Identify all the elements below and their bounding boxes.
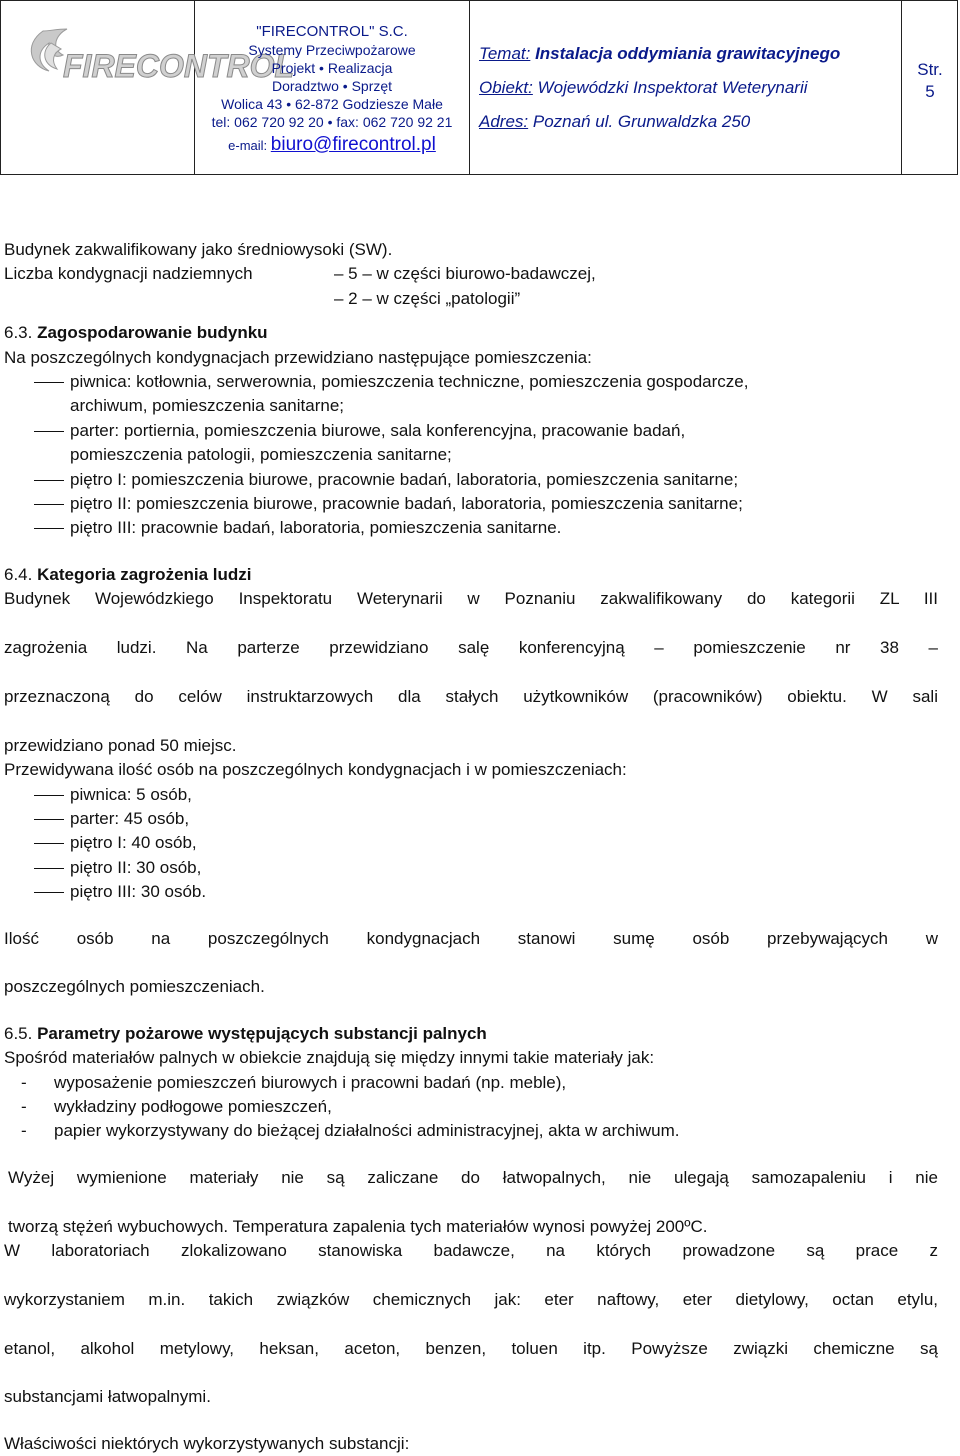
paragraph-line: Wyżej wymienione materiały nie są zaliczane do łatwopalnych, nie ulegają samozapaleniu i nie — [8, 1167, 938, 1187]
paragraph-line: Ilość osób na poszczególnych kondygnacjach stanowi sumę osób przebywających w — [4, 928, 938, 948]
list-item: - papier wykorzystywany do bieżącej działalności administracyjnej, akta w archiwum. — [4, 1119, 938, 1143]
dash-bullet — [34, 843, 64, 844]
paragraph-line: wykorzystaniem m.in. takich związków chemicznych jak: eter naftowy, eter dietylowy, octan etylu, — [4, 1289, 938, 1309]
company-line: tel: 062 720 92 20 • fax: 062 720 92 21 — [211, 114, 453, 130]
page-label: Str. — [917, 60, 943, 79]
page-number: 5 — [925, 82, 935, 101]
section-heading-6-3 — [4, 321, 938, 345]
dash-bullet — [34, 480, 64, 481]
list-item: parter: 45 osób, — [4, 807, 938, 831]
list-item: - wyposażenie pomieszczeń biurowych i pracowni badań (np. meble), — [4, 1071, 938, 1095]
paragraph-line: tworzą stężeń wybuchowych. Temperatura zapalenia tych materiałów wynosi powyżej 200ºC. — [8, 1216, 708, 1236]
topic-label: Temat: — [479, 44, 531, 63]
list-item: piętro III: 30 osób. — [4, 880, 938, 904]
page-number-box — [905, 59, 955, 103]
paragraph-line: substancjami łatwopalnymi. — [4, 1387, 211, 1407]
hyphen-bullet: - — [21, 1072, 27, 1092]
paragraph — [4, 1166, 938, 1239]
paragraph-line: poszczególnych pomieszczeniach. — [4, 977, 265, 997]
address-value: Poznań ul. Grunwaldzka 250 — [532, 112, 751, 131]
company-line: Doradztwo • Sprzęt — [271, 78, 393, 94]
list-item: piwnica: kotłownia, serwerownia, pomieszczenia techniczne, pomieszczenia gospodarcze, archiwum, pomieszczenia sanitarne; — [4, 370, 938, 419]
company-line: Projekt • Realizacja — [271, 60, 393, 76]
section-number: 6.3. — [4, 323, 33, 343]
object-label: Obiekt: — [479, 78, 533, 97]
header-divider — [901, 1, 902, 174]
object-value: Wojewódzki Inspektorat Weterynarii — [537, 78, 808, 97]
topic-value: Instalacja oddymiania grawitacyjnego — [535, 44, 841, 63]
paragraph-line: zagrożenia ludzi. Na parterze przewidziano salę konferencyjną – pomieszczenie nr 38 – — [4, 638, 938, 658]
company-info — [197, 23, 467, 155]
email-line — [197, 136, 467, 155]
paragraph: Właściwości niektórych wykorzystywanych substancji: — [4, 1433, 410, 1453]
section-number: 6.5. — [4, 1023, 33, 1043]
email-label: e-mail: — [228, 138, 268, 153]
paragraph-line: W laboratoriach zlokalizowano stanowiska badawcze, na których prowadzone są prace z — [4, 1241, 938, 1261]
paragraph: Przewidywana ilość osób na poszczególnych kondygnacjach i w pomieszczeniach: — [4, 760, 627, 780]
dash-bullet — [34, 868, 64, 869]
list-item: parter: portiernia, pomieszczenia biurowe, sala konferencyjna, pracowanie badań, pomieszczenia patologii, pomieszczenia sanitarne; — [4, 419, 938, 468]
dash-bullet — [34, 795, 64, 796]
storeys-row — [4, 287, 938, 311]
dash-bullet — [34, 819, 64, 820]
dash-bullet — [34, 431, 64, 432]
address-label: Adres: — [479, 112, 529, 131]
list-item: - wykładziny podłogowe pomieszczeń, — [4, 1095, 938, 1119]
company-name: "FIRECONTROL" S.C. — [256, 23, 408, 40]
list-item: piętro I: pomieszczenia biurowe, pracownie badań, laboratoria, pomieszczenia sanitarne; — [4, 468, 938, 492]
section-title: Kategoria zagrożenia ludzi — [37, 564, 252, 584]
storeys-label: Liczba kondygnacji nadziemnych — [4, 264, 253, 284]
dash-bullet — [34, 382, 64, 383]
company-line: Systemy Przeciwpożarowe — [248, 42, 416, 58]
storeys-value: – 2 – w części „patologii” — [334, 288, 521, 308]
paragraph-line: etanol, alkohol metylowy, heksan, aceton, benzen, toluen itp. Powyższe związki chemiczne są — [4, 1338, 938, 1358]
document-body — [4, 238, 938, 1456]
storeys-value: – 5 – w części biurowo-badawczej, — [334, 264, 596, 284]
list-item: piętro II: pomieszczenia biurowe, pracownie badań, laboratoria, pomieszczenia sanitarne; — [4, 492, 938, 516]
logo-wordmark: FIRECONTROL — [63, 48, 295, 84]
section-number: 6.4. — [4, 564, 33, 584]
paragraph: Spośród materiałów palnych w obiekcie znajdują się między innymi takie materiały jak: — [4, 1048, 655, 1068]
object-row — [479, 71, 899, 105]
dash-bullet — [34, 528, 64, 529]
list-item: piwnica: 5 osób, — [4, 783, 938, 807]
storeys-row — [4, 262, 938, 286]
paragraph-line: Budynek Wojewódzkiego Inspektoratu Weterynarii w Poznaniu zakwalifikowany do kategorii ZL III — [4, 589, 938, 609]
company-line: Wolica 43 • 62-872 Godziesze Małe — [221, 96, 443, 112]
section-title: Zagospodarowanie budynku — [37, 323, 268, 343]
building-class-text: Budynek zakwalifikowany jako średniowysoki (SW). — [4, 240, 393, 259]
paragraph: Na poszczególnych kondygnacjach przewidziano następujące pomieszczenia: — [4, 347, 592, 367]
email-link[interactable]: biuro@firecontrol.pl — [270, 134, 436, 155]
page-header — [0, 0, 958, 175]
section-heading-6-4 — [4, 563, 938, 587]
header-divider — [469, 1, 470, 174]
list-item: piętro II: 30 osób, — [4, 856, 938, 880]
hyphen-bullet: - — [21, 1097, 27, 1116]
section-title: Parametry pożarowe występujących substancji palnych — [37, 1023, 487, 1043]
list-item: piętro III: pracownie badań, laboratoria, pomieszczenia sanitarne. — [4, 516, 938, 540]
section-heading-6-5 — [4, 1022, 938, 1046]
paragraph-line: przewidziano ponad 50 miejsc. — [4, 735, 237, 755]
list-item: piętro I: 40 osób, — [4, 831, 938, 855]
paragraph-line: przeznaczoną do celów instruktarzowych dla stałych użytkowników (pracowników) obiektu. W sali — [4, 686, 938, 706]
address-row — [479, 105, 899, 139]
dash-bullet — [34, 504, 64, 505]
topic-row — [479, 37, 899, 71]
project-info — [479, 37, 899, 139]
hyphen-bullet: - — [21, 1121, 27, 1141]
dash-bullet — [34, 892, 64, 893]
